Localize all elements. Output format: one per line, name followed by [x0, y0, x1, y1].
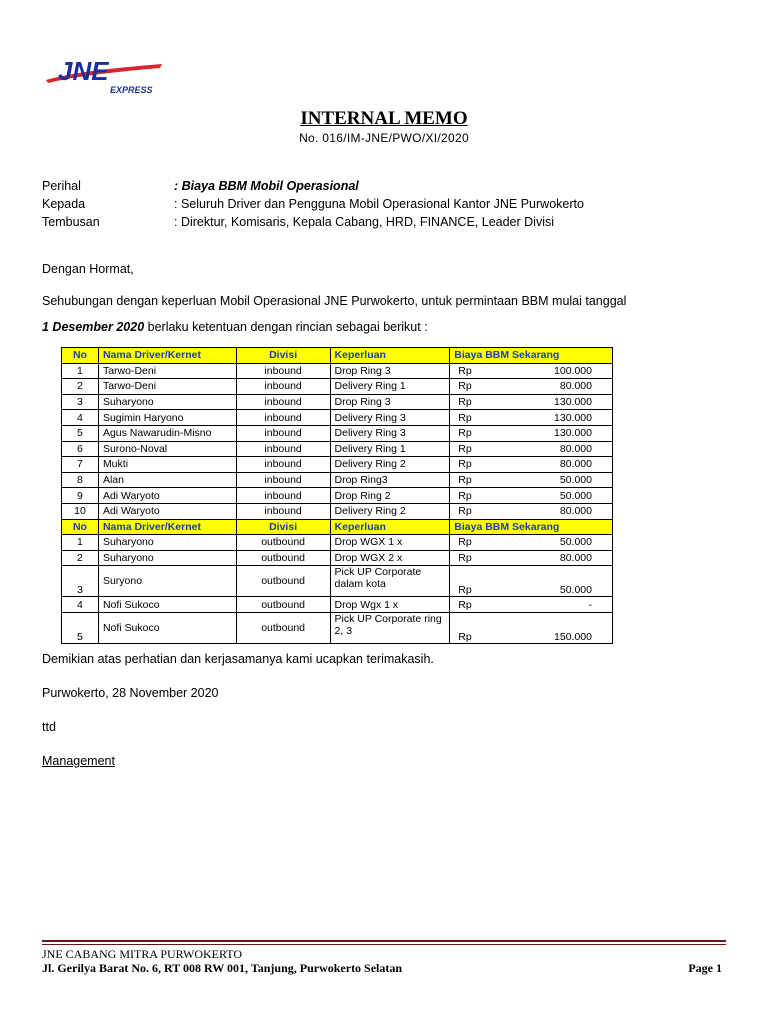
perihal-value: : Biaya BBM Mobil Operasional — [174, 179, 359, 193]
row-number: 5 — [62, 612, 99, 643]
currency: Rp — [458, 584, 472, 597]
amount: 50.000 — [559, 584, 592, 597]
driver-name: Suharyono — [98, 535, 236, 551]
amount: 50.000 — [559, 474, 592, 487]
meta-tembusan — [42, 215, 584, 233]
division: inbound — [236, 363, 330, 379]
purpose: Drop Wgx 1 x — [330, 597, 450, 613]
fuel-cost-value — [454, 505, 608, 517]
currency: Rp — [458, 505, 472, 518]
table-header-row — [62, 348, 613, 364]
row-number: 3 — [62, 394, 99, 410]
table-row — [62, 425, 613, 441]
purpose: Drop WGX 1 x — [330, 535, 450, 551]
table-row — [62, 488, 613, 504]
amount: 80.000 — [559, 380, 592, 393]
footer-company: JNE CABANG MITRA PURWOKERTO — [42, 947, 243, 961]
table-row — [62, 612, 613, 643]
intro-line-2 — [42, 320, 428, 334]
division: inbound — [236, 394, 330, 410]
effective-date: 1 Desember 2020 — [42, 320, 145, 334]
driver-name: Suharyono — [98, 550, 236, 566]
amount: 50.000 — [559, 489, 592, 502]
amount: 80.000 — [559, 458, 592, 471]
fuel-cost-value — [454, 631, 608, 643]
amount: 100.000 — [554, 364, 592, 377]
column-header: Divisi — [236, 348, 330, 364]
driver-name: Sugimin Haryono — [98, 410, 236, 426]
fuel-cost-value — [454, 474, 608, 486]
table-row — [62, 472, 613, 488]
division: inbound — [236, 457, 330, 473]
fuel-cost — [450, 441, 613, 457]
fuel-cost-value — [454, 584, 608, 596]
amount: 130.000 — [554, 411, 592, 424]
division: outbound — [236, 597, 330, 613]
column-header: Keperluan — [330, 519, 450, 535]
driver-name: Tarwo-Deni — [98, 379, 236, 395]
driver-name: Surono-Noval — [98, 441, 236, 457]
driver-name: Tarwo-Deni — [98, 363, 236, 379]
fuel-cost-value — [454, 599, 608, 611]
fuel-cost — [450, 379, 613, 395]
currency: Rp — [458, 396, 472, 409]
currency: Rp — [458, 458, 472, 471]
currency: Rp — [458, 380, 472, 393]
table-row — [62, 394, 613, 410]
driver-name: Adi Waryoto — [98, 503, 236, 519]
row-number: 8 — [62, 472, 99, 488]
rates-body — [62, 348, 613, 644]
row-number: 1 — [62, 535, 99, 551]
currency: Rp — [458, 489, 472, 502]
fuel-cost — [450, 363, 613, 379]
memo-number: No. 016/IM-JNE/PWO/XI/2020 — [299, 131, 469, 145]
purpose: Drop Ring3 — [330, 472, 450, 488]
ttd-text: ttd — [42, 720, 56, 734]
purpose: Pick UP Corporate ring 2, 3 — [330, 612, 450, 643]
fuel-cost-value — [454, 536, 608, 548]
amount: 130.000 — [554, 396, 592, 409]
row-number: 9 — [62, 488, 99, 504]
meta-perihal — [42, 179, 584, 197]
fuel-cost — [450, 550, 613, 566]
purpose: Drop Ring 2 — [330, 488, 450, 504]
fuel-cost-value — [454, 396, 608, 408]
row-number: 3 — [62, 566, 99, 597]
purpose: Drop Ring 3 — [330, 394, 450, 410]
division: inbound — [236, 425, 330, 441]
amount: 130.000 — [554, 427, 592, 440]
currency: Rp — [458, 442, 472, 455]
row-number: 6 — [62, 441, 99, 457]
column-header: Nama Driver/Kernet — [98, 348, 236, 364]
fuel-cost — [450, 566, 613, 597]
amount: 50.000 — [559, 536, 592, 549]
fuel-cost — [450, 535, 613, 551]
driver-name: Suryono — [98, 566, 236, 597]
purpose: Delivery Ring 2 — [330, 503, 450, 519]
perihal-label: Perihal — [42, 179, 81, 193]
tembusan-value: : Direktur, Komisaris, Kepala Cabang, HRD, FINANCE, Leader Divisi — [174, 215, 554, 229]
footer-divider-thin — [42, 944, 726, 945]
intro-line-2-rest: berlaku ketentuan dengan rincian sebagai berikut : — [144, 320, 428, 334]
fuel-cost — [450, 472, 613, 488]
division: outbound — [236, 566, 330, 597]
division: inbound — [236, 441, 330, 457]
table-header-row — [62, 519, 613, 535]
fuel-cost-value — [454, 412, 608, 424]
driver-name: Agus Nawarudin-Misno — [98, 425, 236, 441]
table-row — [62, 503, 613, 519]
signature-management: Management — [42, 754, 115, 768]
table-row — [62, 363, 613, 379]
column-header: No — [62, 348, 99, 364]
svg-text:JNE: JNE — [58, 56, 109, 86]
footer-address: Jl. Gerilya Barat No. 6, RT 008 RW 001, Tanjung, Purwokerto Selatan — [42, 961, 403, 975]
amount: - — [588, 598, 592, 611]
amount: 80.000 — [559, 552, 592, 565]
row-number: 7 — [62, 457, 99, 473]
driver-name: Nofi Sukoco — [98, 597, 236, 613]
purpose: Drop WGX 2 x — [330, 550, 450, 566]
kepada-label: Kepada — [42, 197, 86, 211]
table-row — [62, 550, 613, 566]
purpose: Delivery Ring 2 — [330, 457, 450, 473]
row-number: 2 — [62, 550, 99, 566]
intro-line-1: Sehubungan dengan keperluan Mobil Operasional JNE Purwokerto, untuk permintaan BBM mulai tanggal — [42, 294, 627, 308]
purpose: Delivery Ring 1 — [330, 441, 450, 457]
fuel-cost — [450, 394, 613, 410]
division: inbound — [236, 488, 330, 504]
row-number: 4 — [62, 410, 99, 426]
table-row — [62, 410, 613, 426]
driver-name: Suharyono — [98, 394, 236, 410]
fuel-cost — [450, 597, 613, 613]
amount: 80.000 — [559, 442, 592, 455]
fuel-cost — [450, 457, 613, 473]
purpose: Delivery Ring 3 — [330, 425, 450, 441]
currency: Rp — [458, 598, 472, 611]
greeting: Dengan Hormat, — [42, 262, 134, 276]
fuel-cost-value — [454, 458, 608, 470]
purpose: Delivery Ring 3 — [330, 410, 450, 426]
fuel-cost — [450, 410, 613, 426]
fuel-cost-value — [454, 490, 608, 502]
row-number: 10 — [62, 503, 99, 519]
division: outbound — [236, 535, 330, 551]
bbm-rates-table — [61, 347, 613, 644]
division: inbound — [236, 379, 330, 395]
place-date: Purwokerto, 28 November 2020 — [42, 686, 219, 700]
meta-kepada — [42, 197, 584, 215]
table-row — [62, 535, 613, 551]
page-number: Page 1 — [688, 961, 722, 975]
fuel-cost — [450, 488, 613, 504]
table-row — [62, 597, 613, 613]
division: inbound — [236, 503, 330, 519]
division: inbound — [236, 410, 330, 426]
table-row — [62, 379, 613, 395]
memo-meta — [42, 179, 584, 233]
division: inbound — [236, 472, 330, 488]
fuel-cost-value — [454, 427, 608, 439]
column-header: No — [62, 519, 99, 535]
currency: Rp — [458, 411, 472, 424]
column-header: Biaya BBM Sekarang — [450, 519, 613, 535]
memo-title: INTERNAL MEMO — [300, 108, 468, 129]
fuel-cost-value — [454, 552, 608, 564]
fuel-cost — [450, 503, 613, 519]
currency: Rp — [458, 427, 472, 440]
purpose: Delivery Ring 1 — [330, 379, 450, 395]
closing-text: Demikian atas perhatian dan kerjasamanya kami ucapkan terimakasih. — [42, 652, 434, 666]
fuel-cost-value — [454, 365, 608, 377]
jne-express-logo — [44, 50, 166, 96]
row-number: 2 — [62, 379, 99, 395]
currency: Rp — [458, 536, 472, 549]
column-header: Keperluan — [330, 348, 450, 364]
svg-text:EXPRESS: EXPRESS — [110, 85, 153, 95]
row-number: 4 — [62, 597, 99, 613]
purpose: Drop Ring 3 — [330, 363, 450, 379]
row-number: 1 — [62, 363, 99, 379]
fuel-cost — [450, 425, 613, 441]
currency: Rp — [458, 364, 472, 377]
row-number: 5 — [62, 425, 99, 441]
currency: Rp — [458, 552, 472, 565]
tembusan-label: Tembusan — [42, 215, 100, 229]
footer-divider — [42, 940, 726, 942]
fuel-cost-value — [454, 380, 608, 392]
driver-name: Mukti — [98, 457, 236, 473]
purpose: Pick UP Corporate dalam kota — [330, 566, 450, 597]
column-header: Biaya BBM Sekarang — [450, 348, 613, 364]
table-row — [62, 441, 613, 457]
column-header: Divisi — [236, 519, 330, 535]
amount: 80.000 — [559, 505, 592, 518]
driver-name: Alan — [98, 472, 236, 488]
currency: Rp — [458, 474, 472, 487]
driver-name: Adi Waryoto — [98, 488, 236, 504]
driver-name: Nofi Sukoco — [98, 612, 236, 643]
column-header: Nama Driver/Kernet — [98, 519, 236, 535]
fuel-cost-value — [454, 443, 608, 455]
kepada-value: : Seluruh Driver dan Pengguna Mobil Operasional Kantor JNE Purwokerto — [174, 197, 584, 211]
table-row — [62, 566, 613, 597]
division: outbound — [236, 550, 330, 566]
division: outbound — [236, 612, 330, 643]
table-row — [62, 457, 613, 473]
fuel-cost — [450, 612, 613, 643]
amount: 150.000 — [554, 630, 592, 643]
currency: Rp — [458, 630, 472, 643]
